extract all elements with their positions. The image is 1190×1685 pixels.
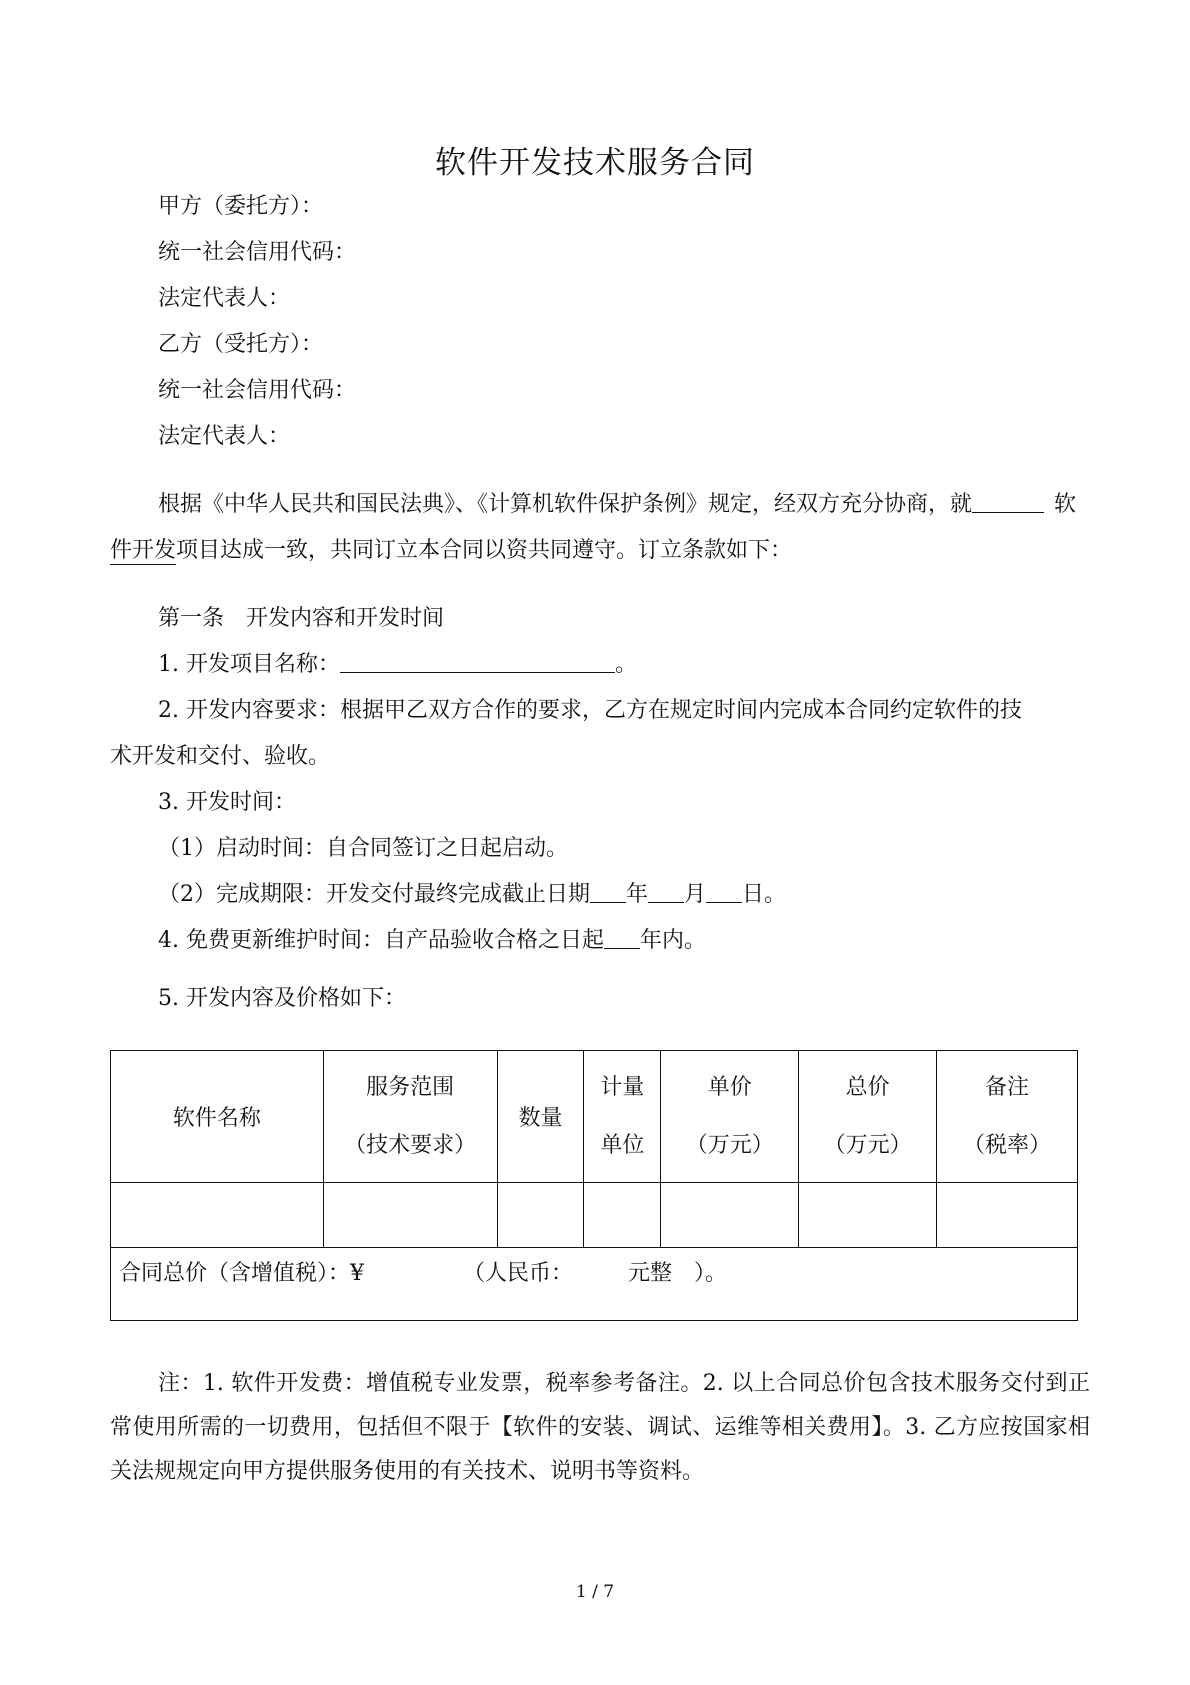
header-unit-price-line-1: 单价 (707, 1074, 752, 1100)
cell-quantity (497, 1183, 584, 1248)
preamble-line-1 (158, 490, 1076, 520)
preamble-rest: 项目达成一致，共同订立本合同以资共同遵守。订立条款如下： (176, 538, 793, 563)
article-1-item-4 (158, 926, 706, 956)
party-a-line: 甲方（委托方）： (158, 194, 324, 219)
item-4-prefix: 4. 免费更新维护时间：自产品验收合格之日起 (158, 928, 604, 953)
article-1-item-5: 5. 开发内容及价格如下： (158, 986, 406, 1011)
table-header-row (111, 1051, 1078, 1183)
maintenance-years-blank (604, 926, 640, 949)
preamble-line-2 (110, 536, 792, 566)
item-3-2-prefix: （2）完成期限：开发交付最终完成截止日期 (158, 882, 590, 907)
header-unit (584, 1051, 661, 1183)
header-total-price-line-1: 总价 (845, 1074, 890, 1100)
article-1-item-2-line-2: 术开发和交付、验收。 (110, 744, 331, 769)
year-label: 年 (626, 882, 649, 907)
party-a-representative-line: 法定代表人： (158, 286, 291, 311)
footnote-paragraph: 注：1. 软件开发费：增值税专业发票，税率参考备注。2. 以上合同总价包含技术服务交付到正常使用所需的一切费用，包括但不限于【软件的安装、调试、运维等相关费用】。3. 乙方应按国家相关法规规定向甲方提供服务使用的有关技术、说明书等资料。 (110, 1371, 1090, 1484)
header-service-scope-line-2: （技术要求） (344, 1132, 477, 1158)
article-1-item-3: 3. 开发时间： (158, 790, 296, 815)
party-b-line: 乙方（受托方）： (158, 332, 324, 357)
cell-service-scope (323, 1183, 497, 1248)
article-1-item-3-2 (158, 880, 786, 910)
project-name-blank (972, 490, 1044, 513)
header-quantity: 数量 (497, 1051, 584, 1183)
article-1-item-1 (158, 650, 637, 680)
header-remarks-line-1: 备注 (985, 1074, 1030, 1100)
preamble-underlined-project: 件开发 (110, 538, 177, 563)
month-label: 月 (684, 882, 707, 907)
cell-unit (584, 1183, 661, 1248)
header-unit-price-line-2: （万元） (685, 1132, 774, 1158)
cell-total-price (799, 1183, 937, 1248)
contract-total-cell: 合同总价（含增值税）：¥ （人民币： 元整 ）。 (111, 1248, 1078, 1321)
cell-software-name (111, 1183, 324, 1248)
cell-unit-price (661, 1183, 799, 1248)
article-1-heading: 第一条 开发内容和开发时间 (158, 606, 445, 631)
header-remarks (937, 1051, 1078, 1183)
header-total-price (799, 1051, 937, 1183)
header-service-scope (323, 1051, 497, 1183)
cell-remarks (937, 1183, 1078, 1248)
party-b-credit-code-line: 统一社会信用代码： (158, 378, 357, 403)
project-name-field-blank (340, 650, 615, 673)
item-4-suffix: 年内。 (640, 928, 707, 953)
day-blank (706, 880, 742, 903)
item-1-label: 1. 开发项目名称： (158, 652, 340, 677)
header-unit-price (661, 1051, 799, 1183)
header-remarks-line-2: （税率） (963, 1132, 1052, 1158)
header-unit-line-1: 计量 (600, 1074, 645, 1100)
preamble-text: 根据《中华人民共和国民法典》、《计算机软件保护条例》规定，经双方充分协商，就 (158, 492, 973, 517)
page-number: 1 / 7 (575, 1582, 615, 1602)
header-service-scope-line-1: 服务范围 (366, 1074, 455, 1100)
table-row (111, 1183, 1078, 1248)
year-blank (590, 880, 626, 903)
header-unit-line-2: 单位 (600, 1132, 645, 1158)
item-1-end: 。 (614, 652, 637, 677)
article-1-item-2-line-1: 2. 开发内容要求：根据甲乙双方合作的要求，乙方在规定时间内完成本合同约定软件的技 (158, 698, 1022, 723)
article-1-item-3-1: （1）启动时间：自合同签订之日起启动。 (158, 836, 568, 861)
table-total-row (111, 1248, 1078, 1321)
header-total-price-line-2: （万元） (823, 1132, 912, 1158)
header-software-name: 软件名称 (111, 1051, 324, 1183)
day-label: 日。 (742, 882, 787, 907)
month-blank (648, 880, 684, 903)
party-a-credit-code-line: 统一社会信用代码： (158, 240, 357, 265)
preamble-tail: 软 (1054, 492, 1077, 517)
party-b-representative-line: 法定代表人： (158, 424, 291, 449)
document-title: 软件开发技术服务合同 (435, 145, 755, 181)
price-table (110, 1050, 1078, 1321)
